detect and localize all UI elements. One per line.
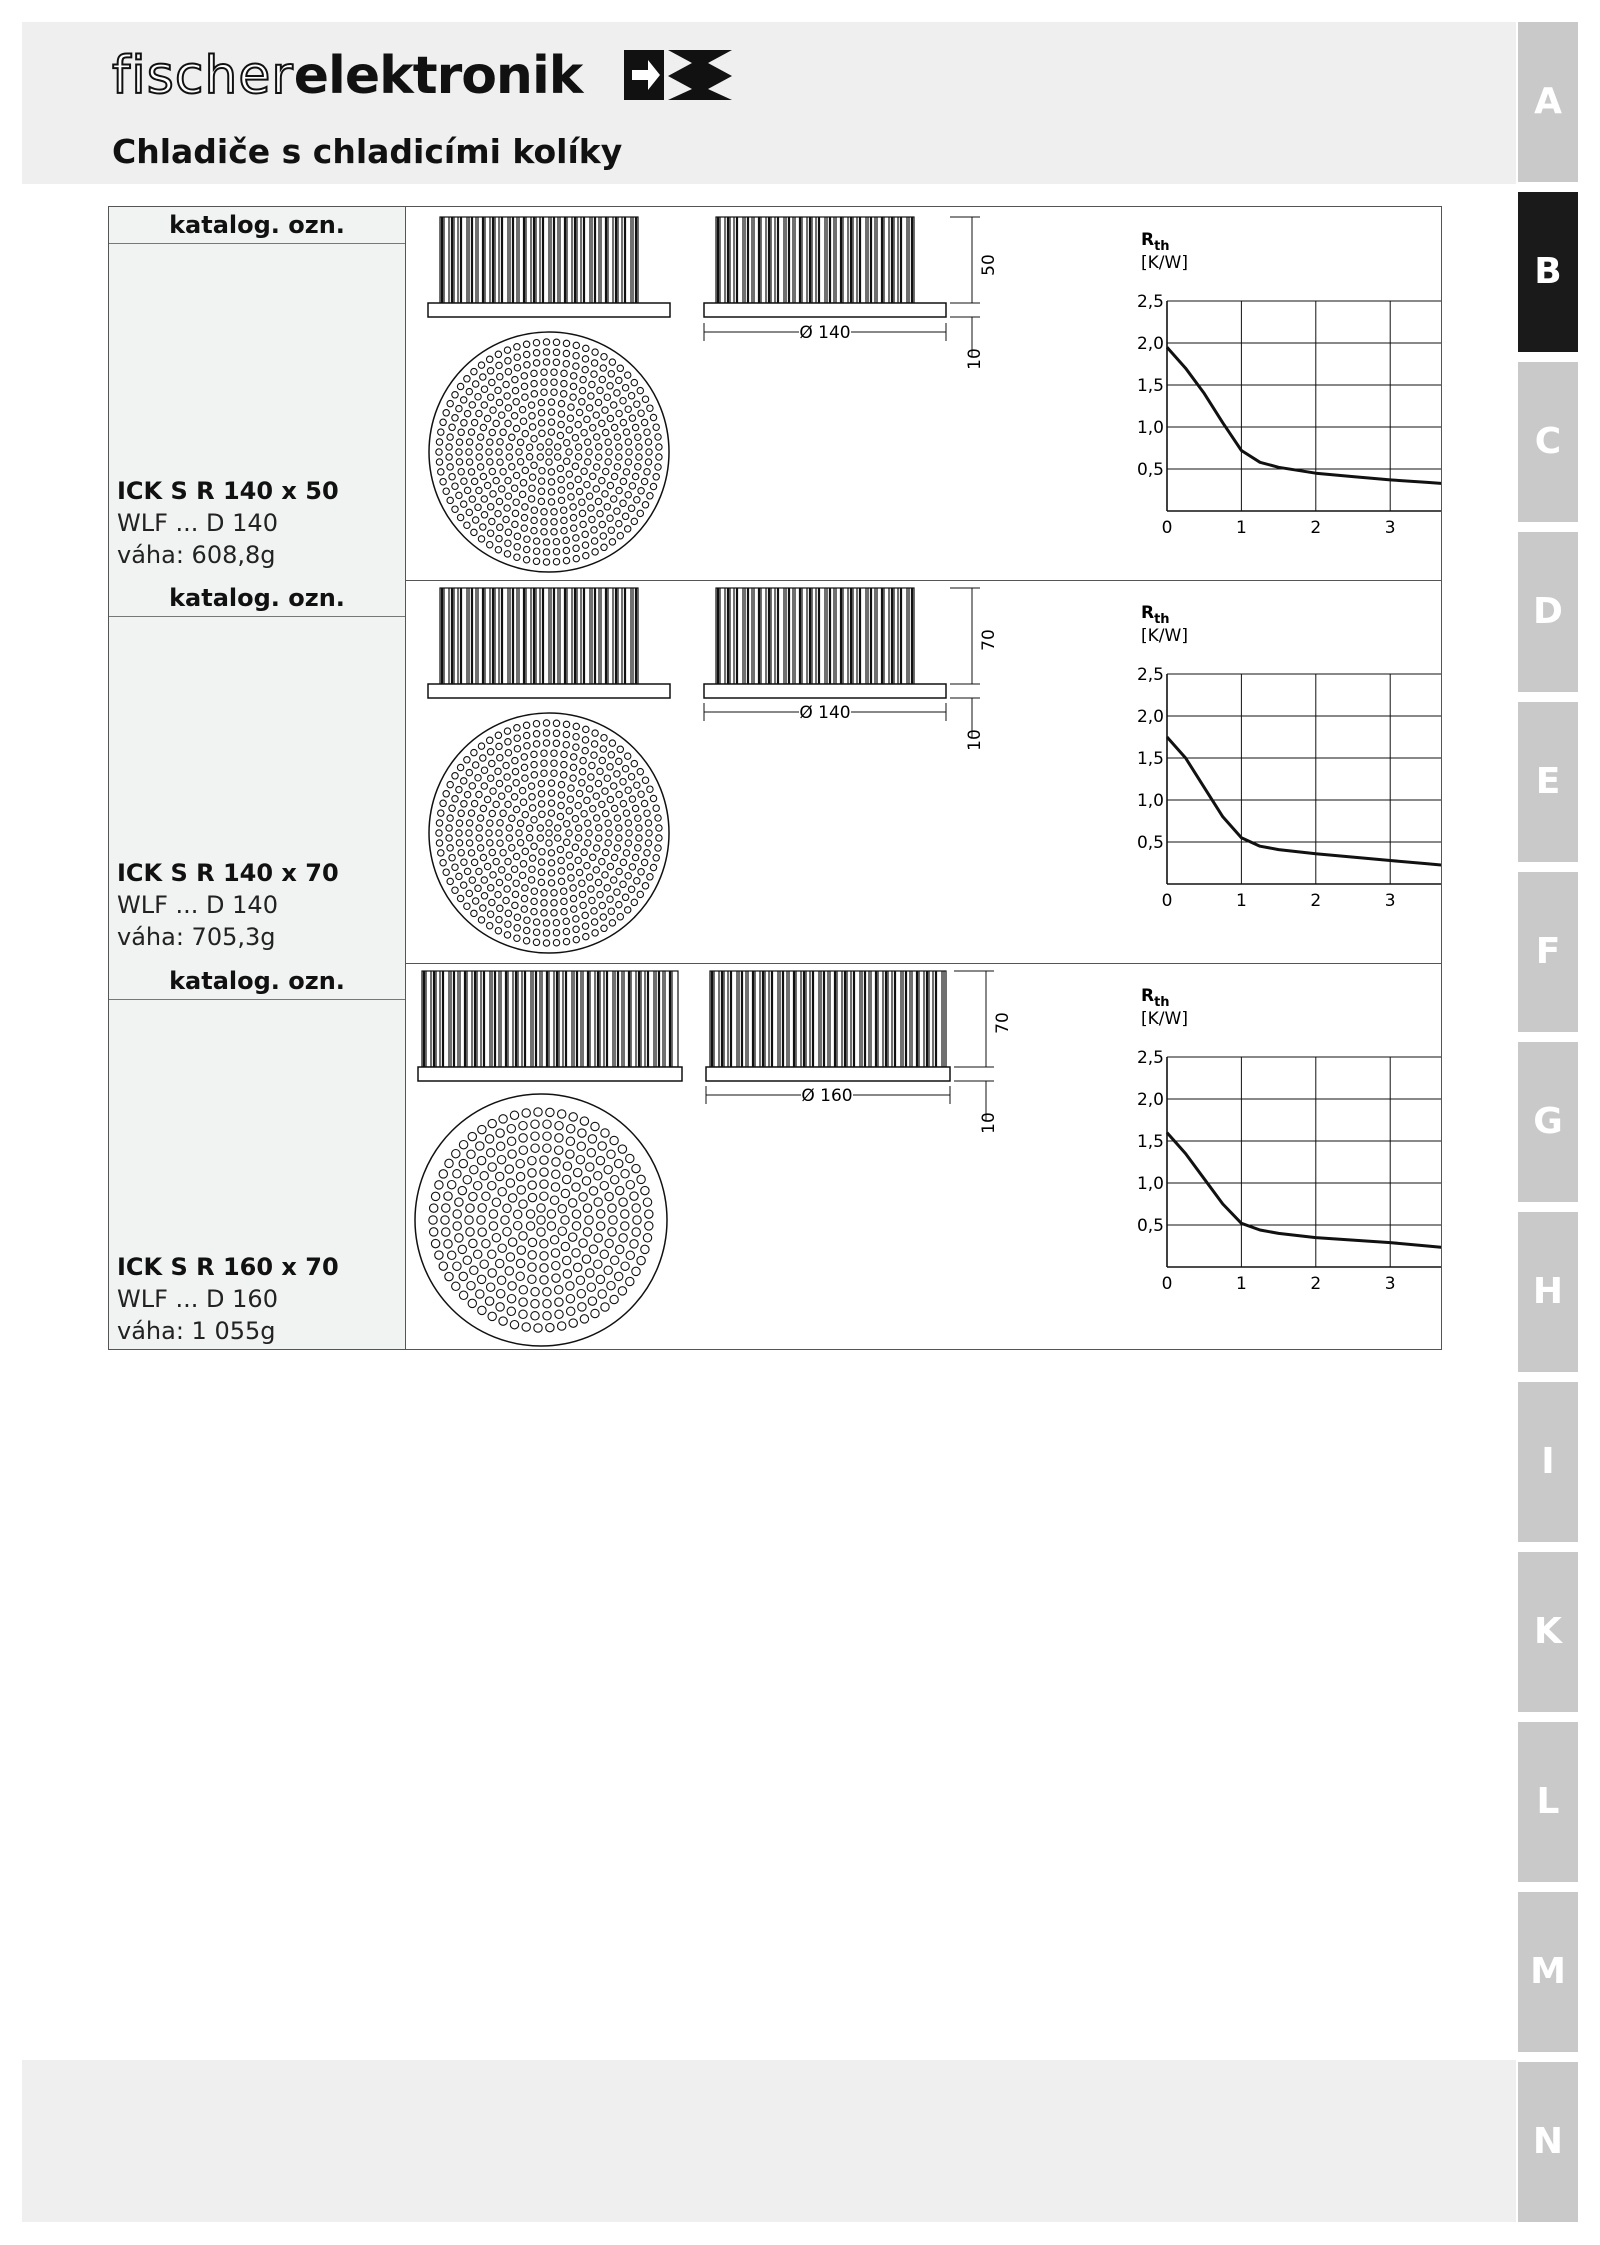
top-view-pin-pattern <box>429 713 669 953</box>
y-axis-label <box>1141 230 1170 254</box>
product-drawings <box>406 580 1441 963</box>
y-tick-label: 2,0 <box>1136 707 1164 727</box>
index-tab-h[interactable]: H <box>1518 1212 1578 1372</box>
logo-word-light: fischer <box>112 46 294 106</box>
y-tick-label: 0,5 <box>1136 833 1164 853</box>
y-tick-label: 1,0 <box>1136 418 1164 438</box>
logo-arrow-icon <box>624 46 734 106</box>
rth-curve <box>1167 1133 1441 1255</box>
diameter-label: Ø 140 <box>799 703 851 723</box>
y-axis-unit: [K/W] <box>1141 626 1188 646</box>
x-tick-label: 1 <box>1235 891 1247 911</box>
y-tick-label: 2,0 <box>1136 334 1164 354</box>
thermal-resistance-chart <box>1137 230 1441 560</box>
y-axis-subscript: th <box>1154 239 1170 254</box>
y-axis-symbol: R <box>1141 986 1155 1006</box>
x-tick-label: 2 <box>1310 518 1322 538</box>
product-drawings <box>406 963 1441 1349</box>
side-view-right <box>704 588 999 751</box>
index-tab-i[interactable]: I <box>1518 1382 1578 1542</box>
footer-band <box>22 2060 1516 2222</box>
product-spec: WLF ... D 140 <box>117 891 278 919</box>
index-tab-a[interactable]: A <box>1518 22 1578 182</box>
x-tick-label: 0 <box>1161 891 1173 911</box>
index-tab-l[interactable]: L <box>1518 1722 1578 1882</box>
product-row <box>109 207 1441 581</box>
y-tick-label: 1,5 <box>1136 376 1164 396</box>
index-tab-m[interactable]: M <box>1518 1892 1578 2052</box>
catalog-label: katalog. ozn. <box>109 207 405 244</box>
y-tick-label: 2,5 <box>1136 1048 1164 1068</box>
index-tab-c[interactable]: C <box>1518 362 1578 522</box>
product-info-cell <box>109 963 406 1349</box>
index-tab-n[interactable]: N <box>1518 2062 1578 2222</box>
y-tick-label: 1,0 <box>1136 1174 1164 1194</box>
side-view-left <box>428 217 670 317</box>
product-drawings <box>406 207 1441 580</box>
base-label: 10 <box>979 1112 999 1134</box>
y-axis-label <box>1141 986 1170 1010</box>
x-tick-label: 0 <box>1161 1274 1173 1294</box>
x-tick-label: 2 <box>1310 891 1322 911</box>
index-tab-k[interactable]: K <box>1518 1552 1578 1712</box>
product-weight: váha: 1 055g <box>117 1317 276 1345</box>
x-tick-label: 1 <box>1235 518 1247 538</box>
product-weight: váha: 608,8g <box>117 541 276 569</box>
y-tick-label: 1,5 <box>1136 749 1164 769</box>
index-tab-d[interactable]: D <box>1518 532 1578 692</box>
thermal-resistance-chart <box>1137 603 1441 933</box>
diameter-label: Ø 160 <box>801 1086 853 1106</box>
y-tick-label: 2,5 <box>1136 292 1164 312</box>
thermal-resistance-chart <box>1137 986 1441 1316</box>
y-axis-symbol: R <box>1141 230 1155 250</box>
y-axis-subscript: th <box>1154 612 1170 627</box>
product-info-cell <box>109 207 406 580</box>
index-tab-f[interactable]: F <box>1518 872 1578 1032</box>
y-tick-label: 1,0 <box>1136 791 1164 811</box>
logo-word-bold: elektronik <box>293 46 583 106</box>
y-tick-label: 2,5 <box>1136 665 1164 685</box>
rth-curve <box>1167 737 1441 872</box>
y-tick-label: 2,0 <box>1136 1090 1164 1110</box>
side-view-left <box>428 588 670 698</box>
y-axis-subscript: th <box>1154 995 1170 1010</box>
x-tick-label: 3 <box>1384 891 1396 911</box>
page-title: Chladiče s chladicími kolíky <box>112 132 623 171</box>
x-tick-label: 0 <box>1161 518 1173 538</box>
side-view-right <box>706 971 1013 1134</box>
x-tick-label: 2 <box>1310 1274 1322 1294</box>
product-weight: váha: 705,3g <box>117 923 276 951</box>
index-tab-g[interactable]: G <box>1518 1042 1578 1202</box>
height-label: 70 <box>993 1012 1013 1034</box>
y-axis-unit: [K/W] <box>1141 253 1188 273</box>
catalog-label: katalog. ozn. <box>109 580 405 617</box>
y-axis-unit: [K/W] <box>1141 1009 1188 1029</box>
x-tick-label: 3 <box>1384 518 1396 538</box>
product-row <box>109 963 1441 1349</box>
section-index-tabs <box>1518 22 1578 2222</box>
y-axis-label <box>1141 603 1170 627</box>
base-label: 10 <box>965 729 985 751</box>
index-tab-b[interactable]: B <box>1518 192 1578 352</box>
y-tick-label: 1,5 <box>1136 1132 1164 1152</box>
top-view-pin-pattern <box>429 332 669 572</box>
catalog-label: katalog. ozn. <box>109 963 405 1000</box>
height-label: 50 <box>979 254 999 276</box>
product-row <box>109 580 1441 964</box>
product-spec: WLF ... D 160 <box>117 1285 278 1313</box>
product-name: ICK S R 160 x 70 <box>117 1253 339 1281</box>
index-tab-e[interactable]: E <box>1518 702 1578 862</box>
x-tick-label: 3 <box>1384 1274 1396 1294</box>
product-name: ICK S R 140 x 70 <box>117 859 339 887</box>
y-tick-label: 0,5 <box>1136 1216 1164 1236</box>
top-view-pin-pattern <box>415 1094 667 1346</box>
base-label: 10 <box>965 348 985 370</box>
side-view-left <box>418 971 682 1081</box>
height-label: 70 <box>979 629 999 651</box>
diameter-label: Ø 140 <box>799 323 851 343</box>
x-tick-label: 1 <box>1235 1274 1247 1294</box>
product-spec: WLF ... D 140 <box>117 509 278 537</box>
side-view-right <box>704 217 999 370</box>
product-info-cell <box>109 580 406 963</box>
product-name: ICK S R 140 x 50 <box>117 477 339 505</box>
y-tick-label: 0,5 <box>1136 460 1164 480</box>
product-catalog <box>108 206 1442 1350</box>
y-axis-symbol: R <box>1141 603 1155 623</box>
